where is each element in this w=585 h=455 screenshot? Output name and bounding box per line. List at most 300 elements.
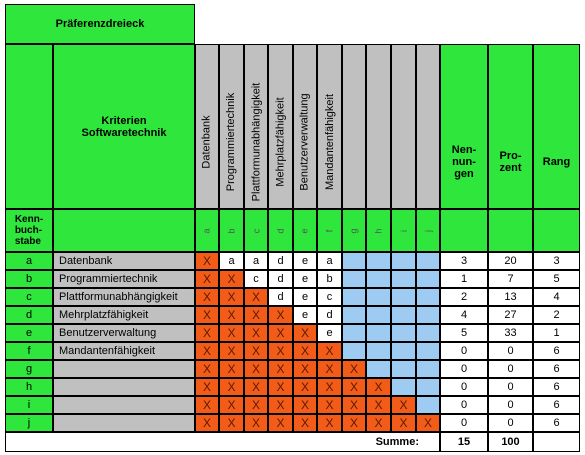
matrix-cell-e-d-text: X [276, 326, 285, 340]
matrix-cell-c-f-text: c [326, 291, 333, 303]
criterion-name-h [53, 378, 195, 396]
column-name-header-h [366, 44, 391, 209]
matrix-cell-d-a-text: X [202, 308, 211, 322]
matrix-cell-d-b [219, 306, 244, 324]
sum-rang-blank [533, 432, 580, 452]
matrix-cell-j-b [219, 414, 244, 432]
criterion-name-j [53, 414, 195, 432]
rang-value-text: 6 [553, 399, 560, 411]
matrix-cell-b-c-text: c [253, 273, 259, 285]
matrix-cell-h-h-text: X [374, 380, 383, 394]
nennungen-header-blank [440, 209, 488, 252]
matrix-cell-i-b-text: X [227, 398, 236, 412]
matrix-cell-h-g-text: X [349, 380, 358, 394]
rang-value-text: 1 [553, 327, 560, 339]
row-letter-a-text: a [25, 255, 33, 267]
criteria-header-blank [53, 209, 195, 252]
matrix-cell-a-h [366, 252, 391, 270]
nennungen-value-text: 4 [460, 309, 468, 321]
matrix-cell-j-i [391, 414, 416, 432]
matrix-cell-c-d-text: d [277, 291, 284, 303]
row-letter-a [5, 252, 53, 270]
row-letter-e [5, 324, 53, 342]
prozent-value-text: 13 [504, 291, 517, 303]
row-letter-f-text: f [27, 345, 31, 357]
prozent-value-text: 0 [507, 399, 514, 411]
prozent-value-text: 0 [507, 381, 514, 393]
matrix-cell-e-b [219, 324, 244, 342]
matrix-cell-a-c-text: a [252, 255, 260, 267]
prozent-value-text: 0 [507, 345, 514, 357]
column-name-header-c [244, 44, 268, 209]
matrix-cell-i-c-text: X [251, 398, 260, 412]
matrix-cell-f-e-text: X [300, 344, 309, 358]
matrix-cell-g-i [391, 360, 416, 378]
matrix-cell-f-d-text: X [276, 344, 285, 358]
matrix-cell-a-c [244, 252, 268, 270]
nennungen-header [440, 44, 488, 209]
row-letter-c-text: c [26, 291, 32, 303]
matrix-cell-h-b-text: X [227, 380, 236, 394]
row-letter-b-text: b [25, 273, 33, 285]
column-name-header-a [195, 44, 219, 209]
matrix-cell-b-e-text: e [301, 273, 309, 285]
column-name-text: Programmiertechnik [225, 92, 238, 192]
criterion-name-f [53, 342, 195, 360]
matrix-cell-c-f [317, 288, 342, 306]
rang-value [533, 342, 580, 360]
matrix-cell-j-h-text: X [374, 416, 383, 430]
rang-value-text: 6 [553, 381, 560, 393]
nennungen-value [440, 360, 488, 378]
matrix-cell-j-g-text: X [349, 416, 358, 430]
matrix-cell-h-b [219, 378, 244, 396]
matrix-cell-c-c [244, 288, 268, 306]
matrix-cell-j-a-text: X [202, 416, 211, 430]
nennungen-value [440, 270, 488, 288]
matrix-cell-e-f-text: e [326, 327, 333, 339]
matrix-cell-b-f [317, 270, 342, 288]
matrix-cell-c-a [195, 288, 219, 306]
matrix-cell-e-a-text: X [202, 326, 211, 340]
rang-value-text: 3 [553, 255, 560, 267]
matrix-cell-h-g [342, 378, 366, 396]
criterion-name-f-text: Mandantenfähigkeit [59, 345, 156, 357]
matrix-cell-h-e-text: X [300, 380, 309, 394]
criterion-name-c [53, 288, 195, 306]
matrix-cell-f-e [293, 342, 317, 360]
row-letter-f [5, 342, 53, 360]
matrix-cell-b-f-text: b [326, 273, 333, 285]
column-name-header-b [219, 44, 244, 209]
kenn-header-spacer [5, 44, 53, 209]
prozent-value [488, 396, 533, 414]
matrix-cell-h-d-text: X [276, 380, 285, 394]
matrix-cell-f-j [416, 342, 440, 360]
matrix-cell-d-c-text: X [251, 308, 260, 322]
matrix-cell-g-c-text: X [251, 362, 260, 376]
column-letter-text: d [275, 227, 286, 234]
matrix-cell-d-g [342, 306, 366, 324]
matrix-cell-d-e-text: e [301, 309, 309, 321]
nennungen-value-text: 0 [460, 345, 468, 357]
column-letter-g [342, 209, 366, 252]
column-letter-text: e [299, 227, 310, 234]
nennungen-value [440, 306, 488, 324]
matrix-cell-a-a [195, 252, 219, 270]
matrix-cell-a-b-text: a [228, 255, 235, 267]
column-name-text: Plattformunabhängigkeit [250, 82, 263, 202]
matrix-cell-h-a [195, 378, 219, 396]
column-letter-e [293, 209, 317, 252]
matrix-cell-h-a-text: X [202, 380, 211, 394]
matrix-cell-f-a-text: X [202, 344, 211, 358]
prozent-value-text: 0 [507, 417, 514, 429]
rang-value [533, 414, 580, 432]
column-letter-text: c [251, 228, 261, 233]
matrix-cell-a-f-text: a [326, 255, 333, 267]
column-letter-j [416, 209, 440, 252]
nennungen-value [440, 378, 488, 396]
matrix-cell-j-a [195, 414, 219, 432]
matrix-cell-j-j-text: X [423, 416, 432, 430]
matrix-cell-a-d [268, 252, 293, 270]
matrix-cell-j-f [317, 414, 342, 432]
matrix-cell-j-e-text: X [300, 416, 309, 430]
column-letter-text: i [398, 229, 409, 232]
matrix-cell-e-g [342, 324, 366, 342]
column-name-header-d [268, 44, 293, 209]
matrix-cell-f-c [244, 342, 268, 360]
prozent-value [488, 288, 533, 306]
prozent-value [488, 414, 533, 432]
matrix-cell-i-g-text: X [349, 398, 358, 412]
matrix-cell-e-c-text: X [251, 326, 260, 340]
nennungen-value [440, 252, 488, 270]
matrix-cell-e-d [268, 324, 293, 342]
matrix-cell-j-h [366, 414, 391, 432]
column-name-text: Benutzerverwaltung [299, 93, 312, 191]
rang-value [533, 270, 580, 288]
rang-value-text: 4 [553, 291, 560, 303]
matrix-cell-f-c-text: X [251, 344, 260, 358]
matrix-cell-g-b-text: X [227, 362, 236, 376]
matrix-cell-j-d [268, 414, 293, 432]
matrix-cell-d-j [416, 306, 440, 324]
column-letter-c [244, 209, 268, 252]
sum-label [5, 432, 440, 452]
criterion-name-b-text: Programmiertechnik [59, 273, 158, 285]
criterion-name-e [53, 324, 195, 342]
prozent-value [488, 270, 533, 288]
row-letter-j-text: j [27, 417, 31, 429]
rang-value-text: 6 [553, 363, 560, 375]
column-letter-text: g [348, 227, 359, 234]
nennungen-value [440, 288, 488, 306]
sum-nennungen-text: 15 [457, 436, 471, 448]
matrix-cell-a-e-text: e [301, 255, 309, 267]
column-letter-text: h [373, 227, 384, 234]
row-letter-c [5, 288, 53, 306]
matrix-cell-e-b-text: X [227, 326, 236, 340]
nennungen-value-text: 5 [460, 327, 468, 339]
matrix-cell-i-f-text: X [325, 398, 334, 412]
kenn-header-text: Kenn- buch- stabe [14, 214, 44, 247]
matrix-cell-e-a [195, 324, 219, 342]
matrix-cell-j-c [244, 414, 268, 432]
matrix-cell-e-e-text: X [300, 326, 309, 340]
matrix-cell-i-f [317, 396, 342, 414]
column-letter-h [366, 209, 391, 252]
nennungen-value-text: 3 [460, 255, 468, 267]
prozent-value-text: 27 [504, 309, 517, 321]
matrix-cell-e-e [293, 324, 317, 342]
matrix-cell-f-h [366, 342, 391, 360]
column-letter-text: a [201, 227, 212, 234]
matrix-cell-e-h [366, 324, 391, 342]
sum-label-text: Summe: [375, 436, 419, 448]
sum-prozent [488, 432, 533, 452]
row-letter-g [5, 360, 53, 378]
matrix-cell-c-e-text: e [301, 291, 309, 303]
prozent-value [488, 360, 533, 378]
matrix-cell-i-e-text: X [300, 398, 309, 412]
criteria-header-text: Kriterien Softwaretechnik [81, 114, 167, 139]
nennungen-value [440, 396, 488, 414]
matrix-cell-f-g [342, 342, 366, 360]
nennungen-value-text: 0 [460, 363, 468, 375]
criterion-name-g [53, 360, 195, 378]
rang-value [533, 306, 580, 324]
rang-value [533, 324, 580, 342]
row-letter-b [5, 270, 53, 288]
matrix-cell-j-c-text: X [251, 416, 260, 430]
matrix-cell-j-i-text: X [399, 416, 408, 430]
matrix-cell-f-b-text: X [227, 344, 236, 358]
matrix-cell-d-c [244, 306, 268, 324]
matrix-cell-e-j [416, 324, 440, 342]
row-letter-i-text: i [27, 399, 31, 411]
matrix-cell-b-a [195, 270, 219, 288]
matrix-cell-i-h [366, 396, 391, 414]
matrix-cell-h-d [268, 378, 293, 396]
column-letter-d [268, 209, 293, 252]
matrix-cell-e-i [391, 324, 416, 342]
rang-value-text: 6 [553, 345, 560, 357]
matrix-cell-a-e [293, 252, 317, 270]
matrix-cell-b-e [293, 270, 317, 288]
matrix-cell-a-a-text: X [202, 254, 211, 268]
matrix-cell-d-h [366, 306, 391, 324]
prozent-value [488, 306, 533, 324]
matrix-cell-g-b [219, 360, 244, 378]
column-letter-text: f [324, 229, 335, 232]
nennungen-value-text: 2 [460, 291, 468, 303]
rang-header-blank [533, 209, 580, 252]
column-name-text: Mandantenfähigkeit [323, 93, 336, 191]
matrix-cell-g-c [244, 360, 268, 378]
matrix-cell-c-g [342, 288, 366, 306]
matrix-cell-j-e [293, 414, 317, 432]
matrix-cell-c-j [416, 288, 440, 306]
column-name-text: Mehrplatzfähigkeit [274, 97, 287, 187]
matrix-cell-c-d [268, 288, 293, 306]
matrix-cell-g-g [342, 360, 366, 378]
matrix-cell-j-j [416, 414, 440, 432]
criterion-name-i [53, 396, 195, 414]
matrix-cell-g-f-text: X [325, 362, 334, 376]
matrix-cell-f-f [317, 342, 342, 360]
matrix-cell-g-e-text: X [300, 362, 309, 376]
matrix-cell-c-i [391, 288, 416, 306]
matrix-cell-f-f-text: X [325, 344, 334, 358]
criterion-name-c-text: Plattformunabhängigkeit [59, 291, 178, 303]
column-letter-i [391, 209, 416, 252]
matrix-cell-d-d [268, 306, 293, 324]
matrix-cell-g-j [416, 360, 440, 378]
matrix-cell-e-c [244, 324, 268, 342]
matrix-cell-d-e [293, 306, 317, 324]
matrix-cell-h-j [416, 378, 440, 396]
nennungen-value [440, 414, 488, 432]
matrix-cell-i-i [391, 396, 416, 414]
nennungen-value-text: 0 [460, 417, 468, 429]
nennungen-header-text: Nen- nun- gen [451, 143, 477, 180]
nennungen-value-text: 1 [460, 273, 468, 285]
matrix-cell-a-j [416, 252, 440, 270]
row-letter-d-text: d [25, 309, 33, 321]
rang-value-text: 2 [553, 309, 560, 321]
prozent-value [488, 378, 533, 396]
criterion-name-a-text: Datenbank [59, 255, 113, 267]
matrix-cell-c-c-text: X [251, 290, 260, 304]
row-letter-d [5, 306, 53, 324]
matrix-cell-a-i [391, 252, 416, 270]
column-name-header-e [293, 44, 317, 209]
column-letter-text: j [423, 229, 433, 232]
column-name-header-i [391, 44, 416, 209]
matrix-cell-i-i-text: X [399, 398, 408, 412]
prozent-value [488, 252, 533, 270]
matrix-cell-j-d-text: X [276, 416, 285, 430]
nennungen-value-text: 0 [460, 381, 468, 393]
nennungen-value [440, 324, 488, 342]
row-letter-i [5, 396, 53, 414]
prozent-value [488, 342, 533, 360]
matrix-cell-j-g [342, 414, 366, 432]
matrix-cell-c-h [366, 288, 391, 306]
matrix-cell-g-h [366, 360, 391, 378]
matrix-cell-i-a-text: X [202, 398, 211, 412]
matrix-cell-c-e [293, 288, 317, 306]
criterion-name-d-text: Mehrplatzfähigkeit [59, 309, 149, 321]
column-name-header-j [416, 44, 440, 209]
matrix-cell-a-d-text: d [277, 255, 284, 267]
matrix-cell-h-c-text: X [251, 380, 260, 394]
title-cell-text: Präferenzdreieck [55, 18, 145, 30]
matrix-cell-g-d-text: X [276, 362, 285, 376]
matrix-cell-g-e [293, 360, 317, 378]
rang-value [533, 360, 580, 378]
criterion-name-a [53, 252, 195, 270]
matrix-cell-d-a [195, 306, 219, 324]
criterion-name-e-text: Benutzerverwaltung [59, 327, 157, 339]
matrix-cell-i-j [416, 396, 440, 414]
matrix-cell-b-g [342, 270, 366, 288]
matrix-cell-i-e [293, 396, 317, 414]
matrix-cell-b-c [244, 270, 268, 288]
nennungen-value-text: 0 [460, 399, 468, 411]
matrix-cell-i-c [244, 396, 268, 414]
matrix-cell-b-a-text: X [202, 272, 211, 286]
matrix-cell-i-b [219, 396, 244, 414]
matrix-cell-j-f-text: X [325, 416, 334, 430]
prozent-value-text: 33 [504, 327, 517, 339]
matrix-cell-i-a [195, 396, 219, 414]
criteria-header [53, 44, 195, 209]
matrix-cell-b-j [416, 270, 440, 288]
matrix-cell-d-i [391, 306, 416, 324]
matrix-cell-b-i [391, 270, 416, 288]
rang-value-text: 5 [553, 273, 560, 285]
matrix-cell-d-f [317, 306, 342, 324]
matrix-cell-b-h [366, 270, 391, 288]
matrix-cell-i-d-text: X [276, 398, 285, 412]
rang-value-text: 6 [553, 417, 560, 429]
column-letter-a [195, 209, 219, 252]
matrix-cell-i-h-text: X [374, 398, 383, 412]
matrix-cell-c-b-text: X [227, 290, 236, 304]
matrix-cell-h-h [366, 378, 391, 396]
rang-value [533, 396, 580, 414]
rang-value [533, 378, 580, 396]
matrix-cell-h-i [391, 378, 416, 396]
row-letter-e-text: e [25, 327, 33, 339]
rang-header-text: Rang [542, 155, 571, 168]
matrix-cell-f-a [195, 342, 219, 360]
matrix-cell-h-f [317, 378, 342, 396]
title-cell [5, 4, 195, 44]
matrix-cell-f-i [391, 342, 416, 360]
matrix-cell-g-d [268, 360, 293, 378]
row-letter-j [5, 414, 53, 432]
matrix-cell-j-b-text: X [227, 416, 236, 430]
matrix-cell-b-d-text: d [277, 273, 284, 285]
column-name-header-f [317, 44, 342, 209]
prozent-value-text: 0 [507, 363, 514, 375]
row-letter-g-text: g [25, 363, 33, 375]
matrix-cell-f-d [268, 342, 293, 360]
matrix-cell-g-g-text: X [349, 362, 358, 376]
matrix-cell-a-g [342, 252, 366, 270]
matrix-cell-c-b [219, 288, 244, 306]
column-letter-text: b [226, 227, 237, 234]
column-name-text: Datenbank [201, 115, 213, 169]
row-letter-h-text: h [25, 381, 33, 393]
kenn-header [5, 209, 53, 252]
nennungen-value [440, 342, 488, 360]
prozent-header-blank [488, 209, 533, 252]
sum-prozent-text: 100 [501, 436, 520, 448]
matrix-cell-d-f-text: d [326, 309, 333, 321]
column-letter-f [317, 209, 342, 252]
prozent-header [488, 44, 533, 209]
rang-value [533, 252, 580, 270]
prozent-value-text: 20 [504, 255, 517, 267]
matrix-cell-h-e [293, 378, 317, 396]
matrix-cell-h-c [244, 378, 268, 396]
matrix-cell-i-g [342, 396, 366, 414]
